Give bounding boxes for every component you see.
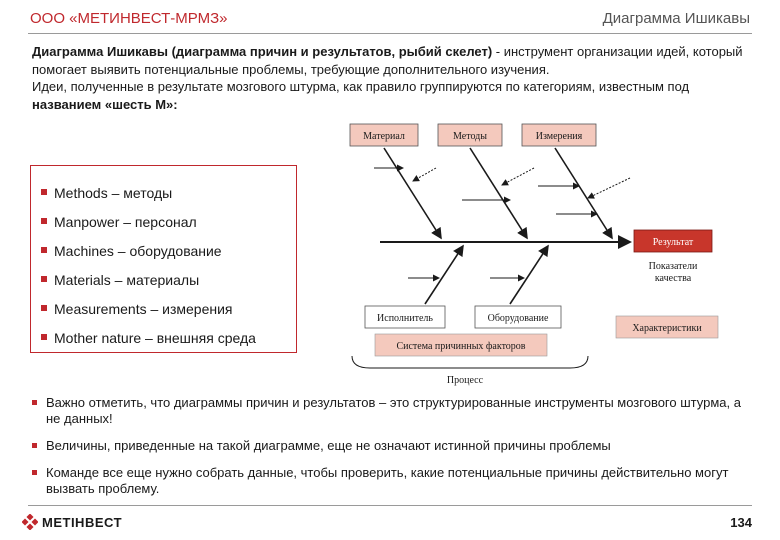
list-item-text: Methods – методы	[54, 185, 173, 201]
process-label: Процесс	[446, 375, 484, 386]
equipment-label: Оборудование	[487, 313, 549, 324]
bullet-icon	[41, 247, 47, 253]
category-label-measurements: Измерения	[535, 131, 583, 142]
list-item-text: Machines – оборудование	[54, 243, 222, 259]
system-label: Система причинных факторов	[396, 341, 526, 352]
list-item	[32, 438, 752, 454]
characteristics-label: Характеристики	[632, 323, 702, 334]
six-m-list	[41, 183, 256, 357]
list-item-text: Materials – материалы	[54, 272, 200, 288]
company-logo	[22, 514, 122, 530]
note-text: Важно отметить, что диаграммы причин и результатов – это структурированные инструменты мозгового штурма, а не данных!	[46, 395, 741, 426]
bullet-icon	[41, 189, 47, 195]
list-item	[32, 465, 752, 497]
list-item	[41, 241, 256, 270]
bullet-icon	[41, 218, 47, 224]
list-item	[41, 183, 256, 212]
page-number: 134	[730, 515, 752, 530]
bone-material	[384, 148, 441, 238]
bullet-icon	[32, 443, 37, 448]
sub-cause-arrow	[502, 168, 534, 185]
footer-divider	[28, 505, 752, 506]
process-bracket	[352, 356, 588, 368]
notes-list	[32, 395, 752, 508]
list-item	[32, 395, 752, 427]
company-name: ООО «МЕТИНВЕСТ-МРМЗ»	[30, 10, 228, 27]
slide-title: Диаграмма Ишикавы	[602, 10, 750, 27]
note-text: Величины, приведенные на такой диаграмме, еще не означают истинной причины проблемы	[46, 438, 611, 453]
quality-label-line1: Показатели	[648, 261, 698, 272]
intro-term: Диаграмма Ишикавы (диаграмма причин и результатов, рыбий скелет)	[32, 44, 493, 59]
bullet-icon	[41, 334, 47, 340]
bullet-icon	[32, 400, 37, 405]
category-label-methods: Методы	[453, 131, 487, 142]
note-text: Команде все еще нужно собрать данные, чтобы проверить, какие потенциальные причины действительно могут вызвать проблему.	[46, 465, 729, 496]
sub-cause-arrow	[588, 178, 630, 198]
bone-equipment	[510, 246, 548, 304]
bone-executor	[425, 246, 463, 304]
intro-grouping: Идеи, полученные в результате мозгового штурма, как правило группируются по категориям, известным под	[32, 79, 690, 94]
bone-measurements	[555, 148, 612, 238]
bullet-icon	[32, 470, 37, 475]
category-label-material: Материал	[363, 131, 405, 142]
list-item-text: Measurements – измерения	[54, 301, 233, 317]
executor-label: Исполнитель	[377, 313, 433, 324]
metinvest-logo-icon	[22, 514, 38, 530]
fishbone-diagram	[340, 118, 730, 390]
list-item	[41, 212, 256, 241]
intro-definition: - инструмент организации идей, который помогает выявить потенциальные проблемы, требующие дополнительного изучения.	[32, 44, 743, 77]
sub-cause-arrow	[413, 168, 436, 181]
result-label: Результат	[652, 237, 694, 248]
list-item-text: Mother nature – внешняя среда	[54, 330, 256, 346]
list-item	[41, 299, 256, 328]
list-item	[41, 270, 256, 299]
header-divider	[28, 33, 752, 34]
list-item-text: Manpower – персонал	[54, 214, 197, 230]
list-item	[41, 328, 256, 357]
bullet-icon	[41, 276, 47, 282]
logo-text: МЕТІНВЕСТ	[42, 514, 123, 530]
intro-paragraph	[32, 43, 752, 113]
six-m-box	[30, 165, 297, 353]
quality-label-line2: качества	[654, 273, 692, 284]
bullet-icon	[41, 305, 47, 311]
intro-grouping-bold: названием «шесть М»:	[32, 96, 178, 112]
bone-methods	[470, 148, 527, 238]
